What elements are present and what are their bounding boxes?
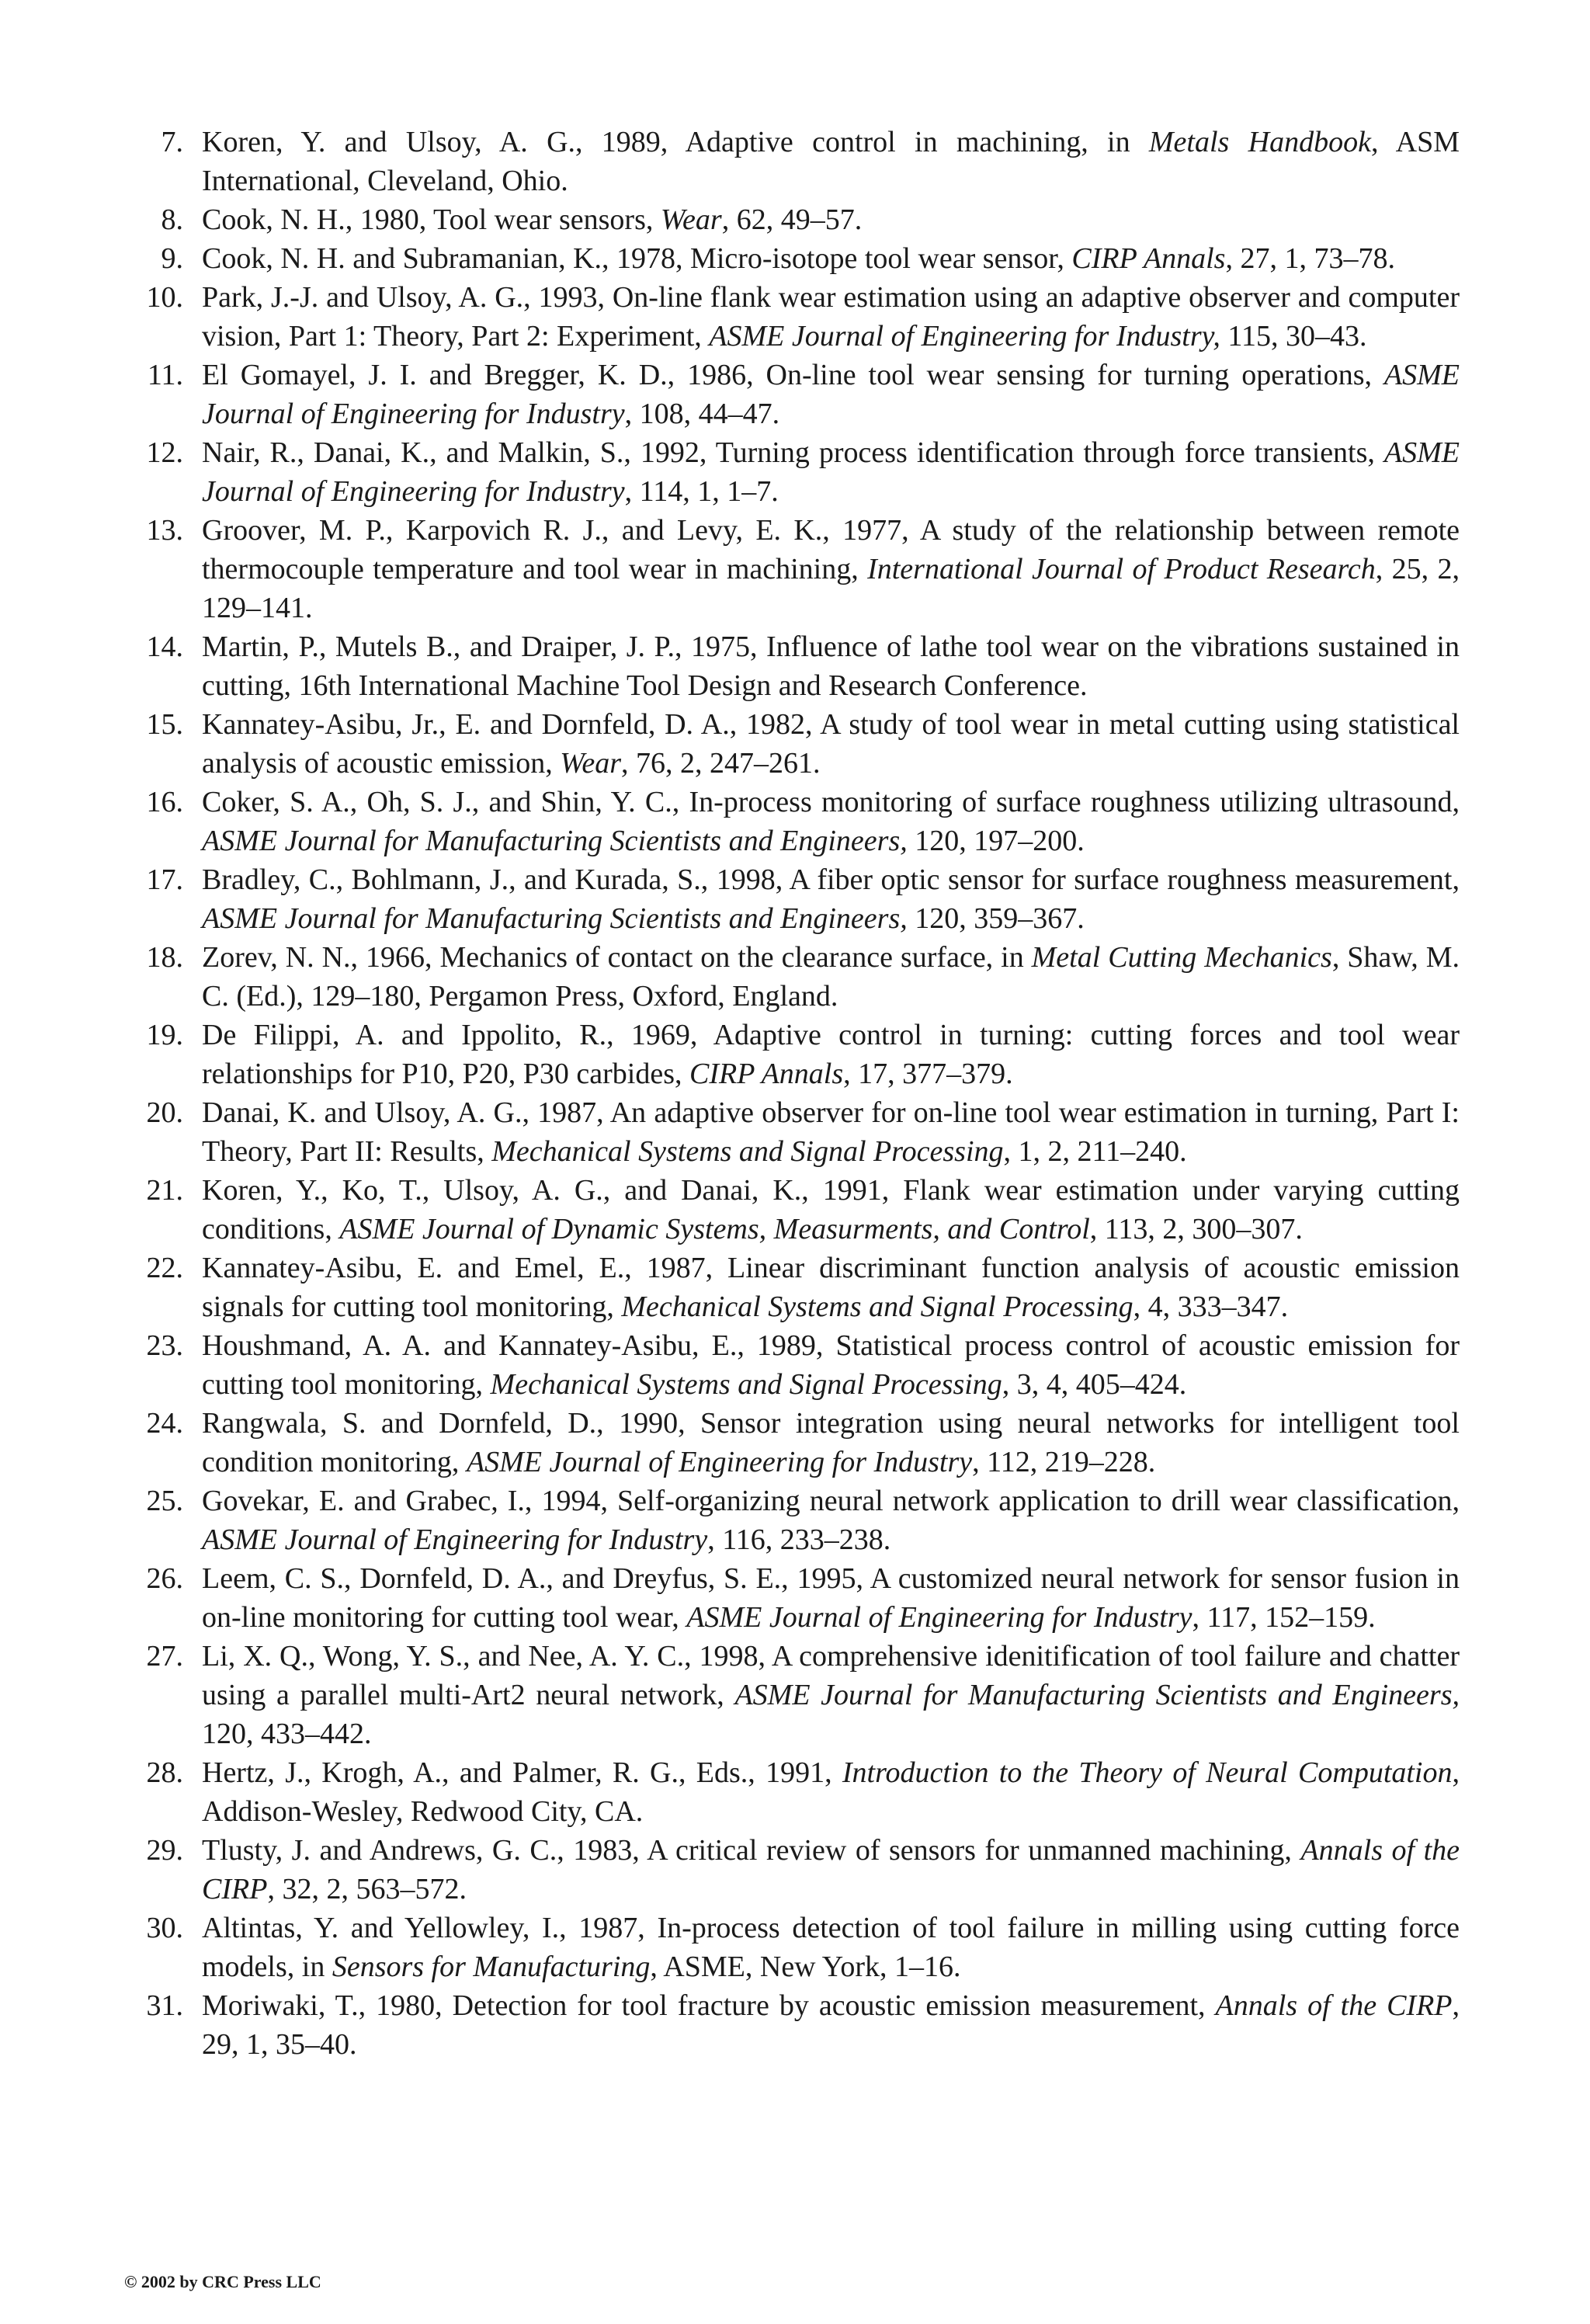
reference-text-segment: Groover, M. P., Karpovich R. J., and Levy, E. K., 1977, A study of the relationship between remote thermocouple temperature and tool wear in machining, [202, 514, 1460, 585]
reference-text-segment: De Filippi, A. and Ippolito, R., 1969, Adaptive control in turning: cutting forces and tool wear relationships for P10, P20, P30 carbides, [202, 1019, 1460, 1090]
reference-number: 27. [146, 1640, 183, 1673]
reference-source-title: International Journal of Product Research [867, 553, 1376, 585]
reference-item [134, 1753, 1460, 1831]
reference-list [134, 123, 1460, 2064]
reference-text-segment: Cook, N. H. and Subramanian, K., 1978, Micro-isotope tool wear sensor, [202, 242, 1072, 275]
reference-number: 17. [146, 863, 183, 896]
reference-text [202, 514, 1460, 624]
reference-source-title: Annals of the CIRP [1215, 1989, 1453, 2022]
reference-item [134, 1986, 1460, 2064]
reference-text [202, 631, 1460, 702]
reference-text [202, 1019, 1460, 1090]
reference-item [134, 783, 1460, 860]
reference-source-title: ASME Journal of Engineering for Industry [466, 1446, 973, 1478]
reference-source-title: Sensors for Manufacturing [332, 1951, 651, 1983]
reference-source-title: CIRP Annals [1071, 242, 1226, 275]
reference-text-segment: Nair, R., Danai, K., and Malkin, S., 1992, Turning process identification through force transients, [202, 436, 1384, 469]
reference-text-segment: Kannatey-Asibu, Jr., E. and Dornfeld, D. A., 1982, A study of tool wear in metal cutting using statistical analysis of acoustic emission, [202, 708, 1460, 780]
reference-number: 28. [146, 1756, 183, 1789]
reference-text [202, 1485, 1460, 1556]
reference-text [202, 242, 1395, 275]
reference-item [134, 860, 1460, 938]
reference-text [202, 708, 1460, 780]
reference-source-title: Introduction to the Theory of Neural Computation [842, 1756, 1453, 1789]
reference-source-title: ASME Journal of Engineering for Industry, [709, 320, 1220, 353]
reference-source-title: ASME Journal of Engineering for Industry [686, 1601, 1192, 1634]
reference-text [202, 941, 1460, 1013]
reference-source-title: ASME Journal of Engineering for Industry [202, 1523, 708, 1556]
reference-text-segment: Houshmand, A. A. and Kannatey-Asibu, E., 1989, Statistical process control of acoustic emission for cutting tool monitoring, [202, 1329, 1460, 1401]
reference-text [202, 1756, 1460, 1828]
reference-item [134, 1016, 1460, 1093]
reference-item [134, 627, 1460, 705]
reference-text [202, 1096, 1460, 1168]
reference-number: 13. [146, 514, 183, 547]
reference-source-title: Metals Handbook [1148, 126, 1371, 158]
reference-source-title: Annals of the CIRP [202, 1834, 1460, 1905]
reference-item [134, 938, 1460, 1016]
reference-number: 21. [146, 1174, 183, 1207]
reference-text-segment: 120, 359–367. [907, 902, 1085, 935]
reference-source-title: Metal Cutting Mechanics [1031, 941, 1332, 974]
reference-text-segment: Moriwaki, T., 1980, Detection for tool fracture by acoustic emission measurement, [202, 1989, 1216, 2022]
reference-text [202, 1329, 1460, 1401]
reference-text [202, 1640, 1460, 1750]
reference-text [202, 1989, 1460, 2061]
reference-item [134, 1559, 1460, 1637]
reference-text-segment: Koren, Y., Ko, T., Ulsoy, A. G., and Danai, K., 1991, Flank wear estimation under varying cutting conditions, [202, 1174, 1460, 1245]
reference-text-segment: El Gomayel, J. I. and Bregger, K. D., 1986, On-line tool wear sensing for turning operations, [202, 359, 1384, 391]
reference-number: 14. [146, 631, 183, 663]
reference-item [134, 705, 1460, 783]
reference-source-title: Mechanical Systems and Signal Processing [491, 1135, 1004, 1168]
reference-text-segment: , ASM International, Cleveland, Ohio. [202, 126, 1460, 197]
reference-text-segment: , 116, 233–238. [707, 1523, 891, 1556]
reference-item [134, 1637, 1460, 1753]
reference-number: 10. [146, 281, 183, 314]
reference-text-segment: , 1, 2, 211–240. [1003, 1135, 1187, 1168]
reference-source-title: ASME Journal of Engineering for Industry [202, 436, 1460, 508]
reference-number: 20. [146, 1096, 183, 1129]
reference-text-segment: , 112, 219–228. [972, 1446, 1156, 1478]
reference-text-segment: Coker, S. A., Oh, S. J., and Shin, Y. C., In-process monitoring of surface roughness utilizing ultrasound, [202, 786, 1460, 818]
reference-source-title: ASME Journal of Dynamic Systems, Measurments, and Control [339, 1213, 1090, 1245]
reference-item [134, 278, 1460, 356]
reference-number: 7. [161, 126, 183, 158]
reference-text [202, 126, 1460, 197]
reference-text [202, 863, 1460, 935]
reference-text-segment: , 4, 333–347. [1133, 1291, 1289, 1323]
reference-text-segment: Altintas, Y. and Yellowley, I., 1987, In-process detection of tool failure in milling using cutting force models, in [202, 1912, 1460, 1983]
reference-number: 29. [146, 1834, 183, 1867]
reference-number: 26. [146, 1562, 183, 1595]
reference-source-title: ASME Journal of Engineering for Industry [202, 359, 1460, 430]
reference-number: 22. [146, 1252, 183, 1284]
reference-number: 11. [147, 359, 183, 391]
reference-text-segment: Danai, K. and Ulsoy, A. G., 1987, An adaptive observer for on-line tool wear estimation in turning, Part I: Theory, Part II: Results, [202, 1096, 1460, 1168]
reference-source-title: Mechanical Systems and Signal Processing [621, 1291, 1133, 1323]
reference-number: 15. [146, 708, 183, 741]
reference-text-segment: Li, X. Q., Wong, Y. S., and Nee, A. Y. C., 1998, A comprehensive idenitification of tool failure and chatter using a parallel multi-Art2 neural network, [202, 1640, 1460, 1711]
reference-number: 25. [146, 1485, 183, 1517]
reference-text-segment: 120, 433–442. [202, 1718, 372, 1750]
reference-item [134, 1909, 1460, 1986]
reference-text [202, 1912, 1460, 1983]
reference-text-segment: , 76, 2, 247–261. [621, 747, 821, 780]
copyright-footer: © 2002 by CRC Press LLC [124, 2272, 321, 2291]
reference-item [134, 1482, 1460, 1559]
reference-text [202, 436, 1460, 508]
reference-source-title: CIRP Annals [689, 1058, 844, 1090]
reference-text-segment: , 62, 49–57. [721, 203, 863, 236]
reference-text [202, 359, 1460, 430]
reference-text-segment: Park, J.-J. and Ulsoy, A. G., 1993, On-line flank wear estimation using an adaptive observer and computer vision, Part 1: Theory, Part 2: Experiment, [202, 281, 1460, 353]
reference-text-segment: 120, 197–200. [907, 825, 1085, 857]
reference-text-segment: Bradley, C., Bohlmann, J., and Kurada, S., 1998, A fiber optic sensor for surface roughness measurement, [202, 863, 1460, 896]
reference-text-segment: , 108, 44–47. [624, 398, 780, 430]
reference-text-segment: , 17, 377–379. [843, 1058, 1013, 1090]
reference-text [202, 281, 1460, 353]
reference-source-title: Wear [560, 747, 622, 780]
reference-item [134, 356, 1460, 433]
reference-text-segment: Hertz, J., Krogh, A., and Palmer, R. G., Eds., 1991, [202, 1756, 842, 1789]
reference-item [134, 239, 1460, 278]
reference-number: 24. [146, 1407, 183, 1440]
reference-text-segment: , Addison-Wesley, Redwood City, CA. [202, 1756, 1460, 1828]
reference-text-segment: Kannatey-Asibu, E. and Emel, E., 1987, Linear discriminant function analysis of acoustic emission signals for cutting tool monitoring, [202, 1252, 1460, 1323]
reference-item [134, 1249, 1460, 1326]
reference-item [134, 1093, 1460, 1171]
reference-text [202, 1562, 1460, 1634]
reference-text-segment: , 27, 1, 73–78. [1225, 242, 1395, 275]
reference-text-segment: Cook, N. H., 1980, Tool wear sensors, [202, 203, 661, 236]
reference-text-segment: 115, 30–43. [1220, 320, 1367, 353]
reference-item [134, 1831, 1460, 1909]
reference-source-title: ASME Journal for Manufacturing Scientists and Engineers, [734, 1679, 1460, 1711]
reference-text-segment: , ASME, New York, 1–16. [650, 1951, 961, 1983]
reference-text [202, 1407, 1460, 1478]
reference-text-segment: Rangwala, S. and Dornfeld, D., 1990, Sensor integration using neural networks for intelligent tool condition monitoring, [202, 1407, 1460, 1478]
reference-number: 23. [146, 1329, 183, 1362]
reference-text-segment: , 3, 4, 405–424. [1002, 1368, 1187, 1401]
reference-number: 16. [146, 786, 183, 818]
reference-item [134, 1171, 1460, 1249]
reference-text-segment: , 29, 1, 35–40. [202, 1989, 1460, 2061]
reference-source-title: Wear [660, 203, 722, 236]
reference-number: 18. [146, 941, 183, 974]
reference-number: 12. [146, 436, 183, 469]
reference-text-segment: , 114, 1, 1–7. [624, 475, 779, 508]
reference-item [134, 1326, 1460, 1404]
reference-text-segment: Leem, C. S., Dornfeld, D. A., and Dreyfus, S. E., 1995, A customized neural network for sensor fusion in on-line monitoring for cutting tool wear, [202, 1562, 1460, 1634]
reference-text [202, 1834, 1460, 1905]
reference-item [134, 200, 1460, 239]
reference-text-segment: Govekar, E. and Grabec, I., 1994, Self-organizing neural network application to drill wear classification, [202, 1485, 1460, 1517]
reference-text [202, 786, 1460, 857]
reference-text [202, 203, 862, 236]
reference-number: 19. [146, 1019, 183, 1051]
reference-number: 30. [146, 1912, 183, 1944]
reference-number: 9. [161, 242, 183, 275]
reference-number: 31. [146, 1989, 183, 2022]
reference-text-segment: , 117, 152–159. [1192, 1601, 1376, 1634]
reference-text-segment: , 25, 2, 129–141. [202, 553, 1460, 624]
reference-text [202, 1174, 1460, 1245]
reference-text-segment: Zorev, N. N., 1966, Mechanics of contact on the clearance surface, in [202, 941, 1032, 974]
reference-number: 8. [161, 203, 183, 236]
reference-text-segment: Martin, P., Mutels B., and Draiper, J. P., 1975, Influence of lathe tool wear on the vibrations sustained in cutting, 16th International Machine Tool Design and Research Conference. [202, 631, 1460, 702]
reference-text [202, 1252, 1460, 1323]
reference-source-title: ASME Journal for Manufacturing Scientists and Engineers, [202, 825, 908, 857]
reference-source-title: Mechanical Systems and Signal Processing [490, 1368, 1002, 1401]
reference-source-title: ASME Journal for Manufacturing Scientists and Engineers, [202, 902, 908, 935]
reference-item [134, 1404, 1460, 1482]
reference-item [134, 433, 1460, 511]
reference-item [134, 123, 1460, 200]
reference-text-segment: Tlusty, J. and Andrews, G. C., 1983, A critical review of sensors for unmanned machining, [202, 1834, 1301, 1867]
reference-item [134, 511, 1460, 627]
reference-text-segment: , Shaw, M. C. (Ed.), 129–180, Pergamon Press, Oxford, England. [202, 941, 1460, 1013]
reference-text-segment: , 113, 2, 300–307. [1089, 1213, 1303, 1245]
reference-text-segment: , 32, 2, 563–572. [267, 1873, 467, 1905]
reference-text-segment: Koren, Y. and Ulsoy, A. G., 1989, Adaptive control in machining, in [202, 126, 1149, 158]
